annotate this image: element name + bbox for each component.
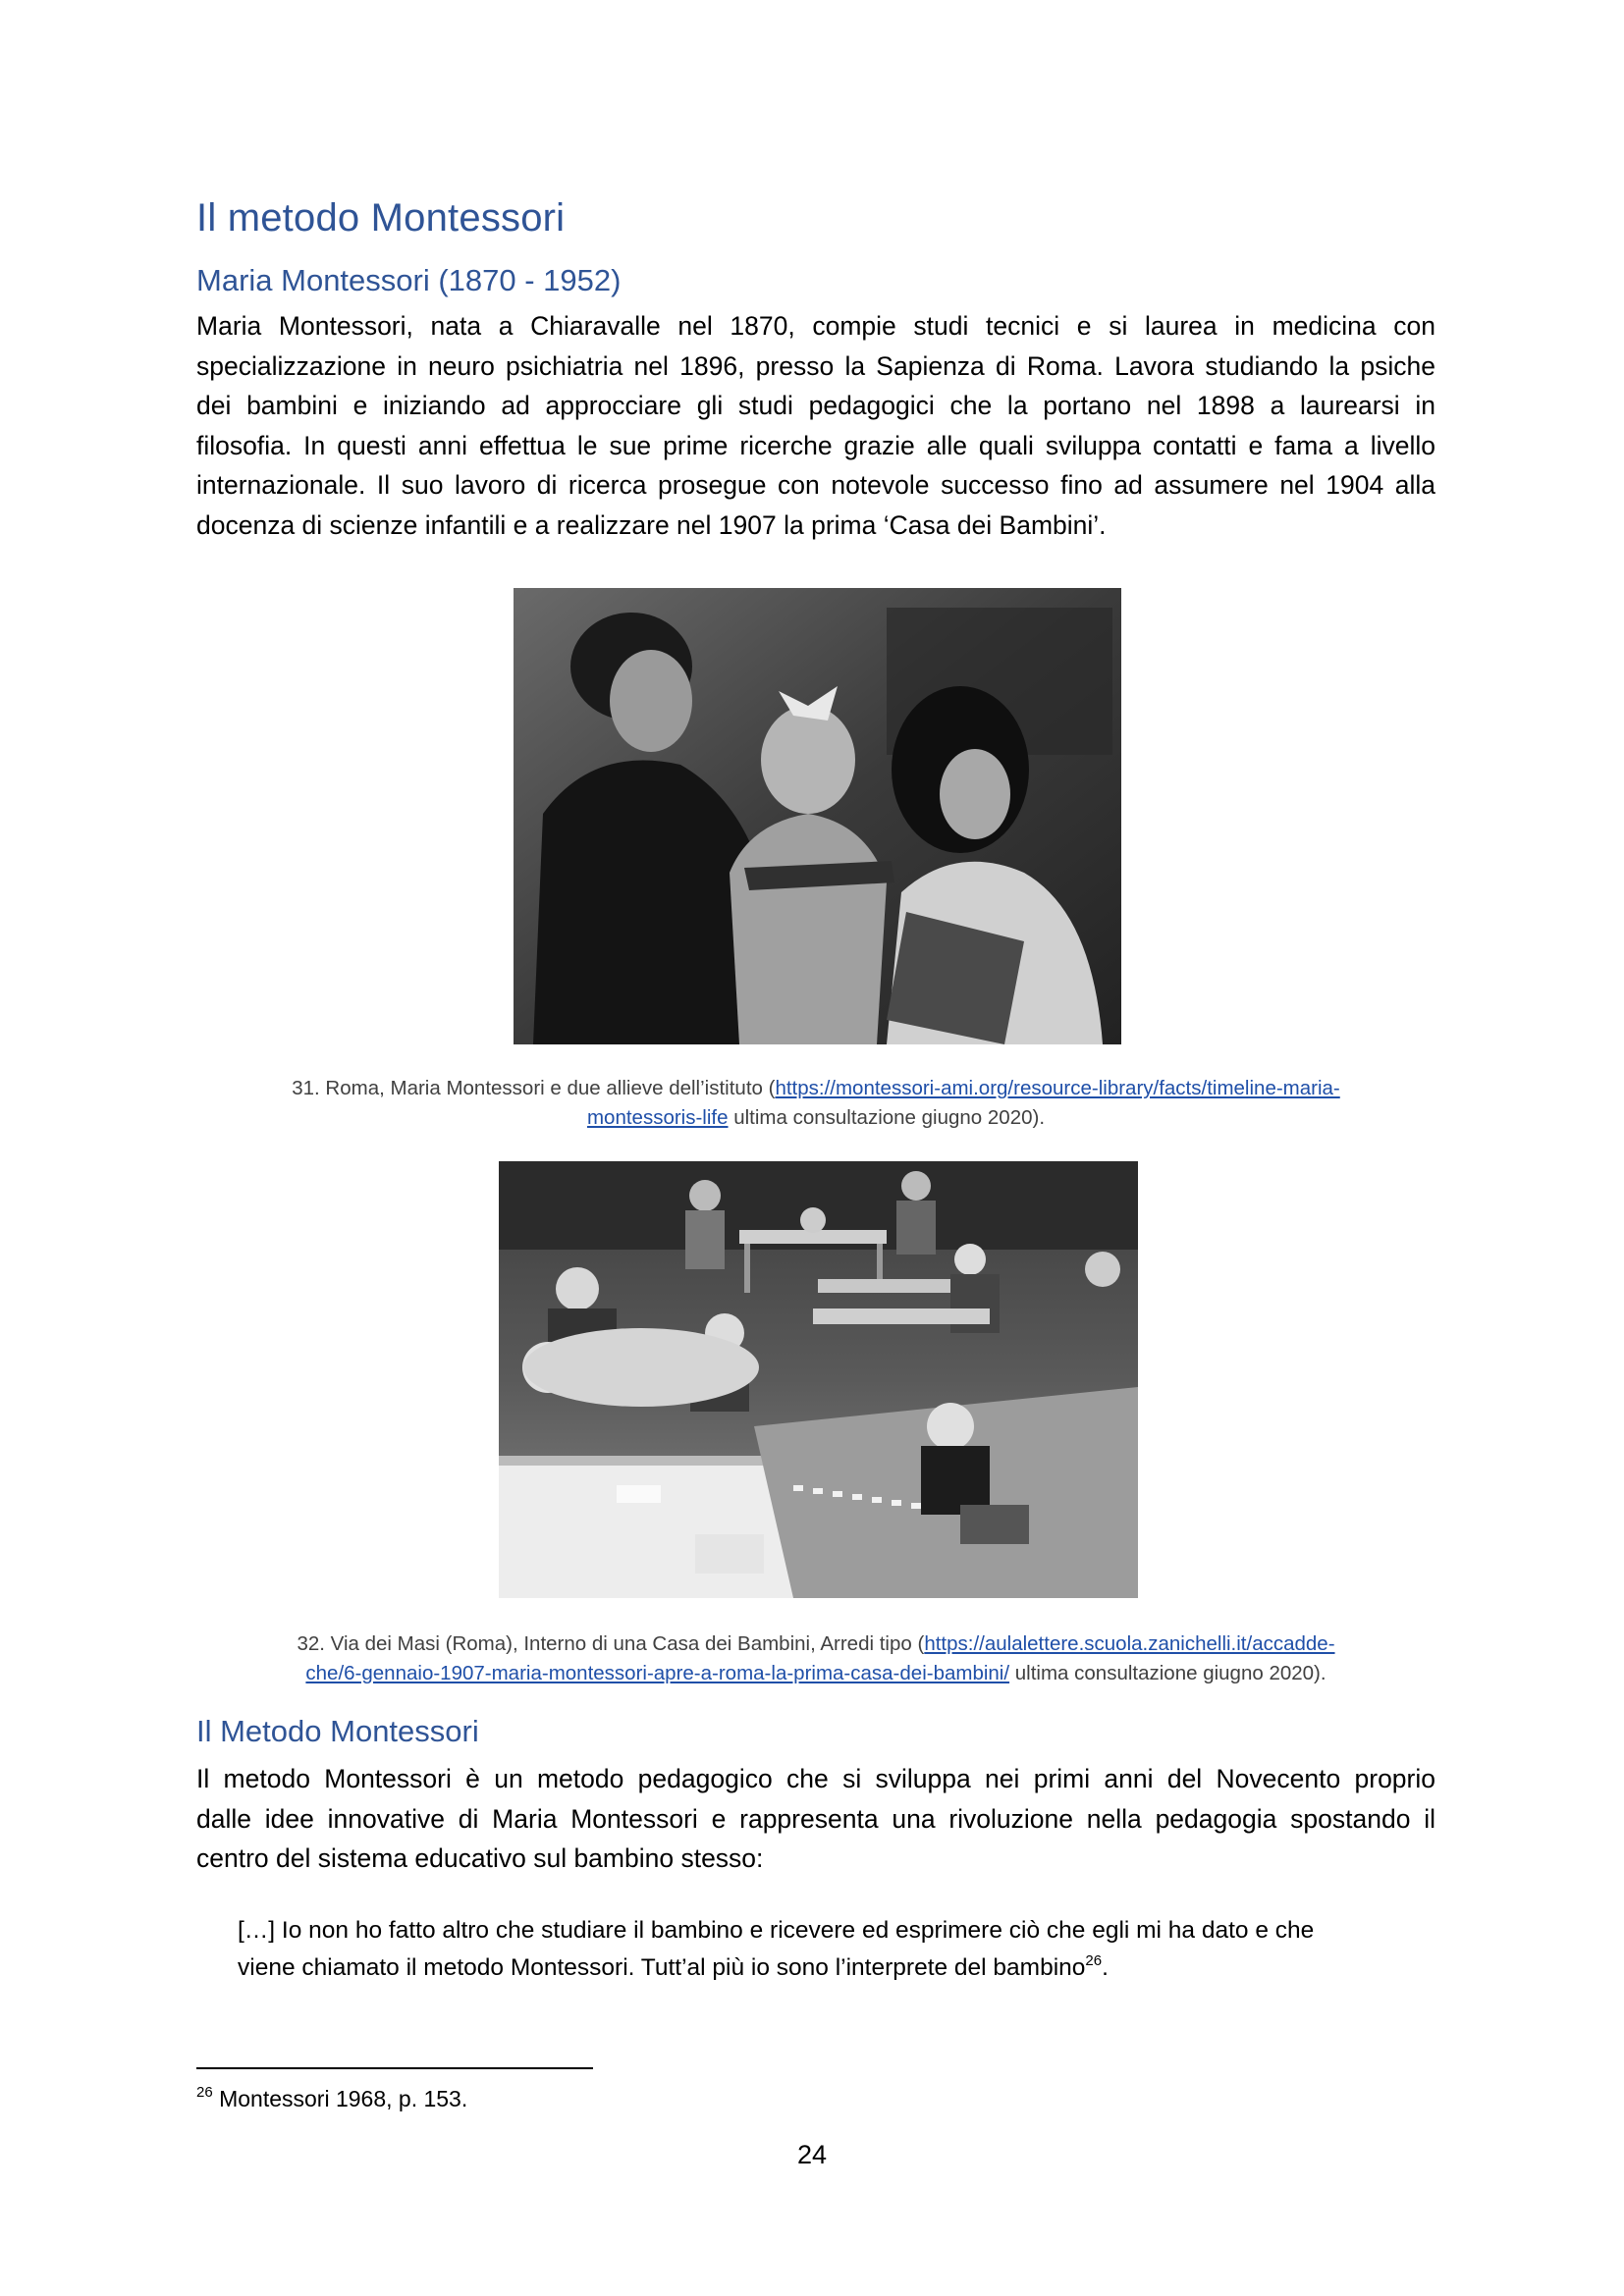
paragraph-line: docenza di scienze infantili e a realizzare nel 1907 la prima ‘Casa dei Bambini’. bbox=[196, 509, 1107, 540]
source-link[interactable]: https://aulalettere.scuola.zanichelli.it/accadde- bbox=[924, 1632, 1335, 1655]
quote-text: viene chiamato il metodo Montessori. Tutt’al più io sono l’interprete del bambino bbox=[238, 1954, 1086, 1981]
page-number: 24 bbox=[796, 2140, 828, 2169]
section-heading-biography: Maria Montessori (1870 - 1952) bbox=[196, 263, 622, 297]
figure-31-caption bbox=[196, 1074, 1435, 1133]
caption-line bbox=[196, 1629, 1435, 1659]
footnote-number: 26 bbox=[196, 2084, 213, 2101]
photo-casa-dei-bambini-classroom bbox=[499, 1161, 1138, 1598]
paragraph-line: filosofia. In questi anni effettua le sue prime ricerche grazie alle quali sviluppa contatti e fama a livello bbox=[196, 430, 1435, 460]
caption-text: ultima consultazione giugno 2020). bbox=[728, 1106, 1046, 1129]
page-title: Il metodo Montessori bbox=[196, 196, 566, 240]
method-paragraph bbox=[196, 1759, 1435, 1879]
caption-line bbox=[196, 1103, 1435, 1133]
paragraph-line: dalle idee innovative di Maria Montessori e rappresenta una rivoluzione nella pedagogia spostando il bbox=[196, 1803, 1435, 1834]
section-heading-method: Il Metodo Montessori bbox=[196, 1714, 479, 1748]
figure-32-caption bbox=[196, 1629, 1435, 1688]
quote-line bbox=[238, 1949, 1435, 1987]
photo-montessori-with-pupils bbox=[514, 588, 1121, 1044]
footnote-reference[interactable]: 26 bbox=[1085, 1952, 1103, 1969]
caption-text: 31. Roma, Maria Montessori e due allieve dell’istituto ( bbox=[292, 1077, 776, 1099]
paragraph-line: dei bambini e iniziando ad approcciare gli studi pedagogici che la portano nel 1898 a laurearsi in bbox=[196, 391, 1435, 420]
footnote-separator bbox=[196, 2067, 593, 2069]
footnote bbox=[196, 2086, 467, 2112]
source-link[interactable]: https://montessori-ami.org/resource-library/facts/timeline-maria- bbox=[775, 1077, 1340, 1099]
source-link[interactable]: che/6-gennaio-1907-maria-montessori-apre-a-roma-la-prima-casa-dei-bambini/ bbox=[305, 1662, 1010, 1684]
block-quote bbox=[238, 1912, 1435, 1987]
paragraph-line: Il metodo Montessori è un metodo pedagogico che si sviluppa nei primi anni del Novecento proprio bbox=[196, 1764, 1435, 1793]
caption-text: ultima consultazione giugno 2020). bbox=[1009, 1662, 1326, 1684]
paragraph-line: centro del sistema educativo sul bambino stesso: bbox=[196, 1843, 764, 1873]
paragraph-line: Maria Montessori, nata a Chiaravalle nel 1870, compie studi tecnici e si laurea in medicina con bbox=[196, 311, 1435, 341]
paragraph-line: specializzazione in neuro psichiatria nel 1896, presso la Sapienza di Roma. Lavora studiando la psiche bbox=[196, 350, 1435, 381]
caption-line bbox=[196, 1659, 1435, 1688]
caption-text: 32. Via dei Masi (Roma), Interno di una Casa dei Bambini, Arredi tipo ( bbox=[297, 1632, 925, 1655]
caption-line bbox=[196, 1074, 1435, 1103]
quote-text: . bbox=[1102, 1954, 1109, 1981]
quote-line: […] Io non ho fatto altro che studiare il bambino e ricevere ed esprimere ciò che egli mi ha dato e che bbox=[238, 1917, 1315, 1944]
footnote-text: Montessori 1968, p. 153. bbox=[212, 2086, 468, 2111]
paragraph-line: internazionale. Il suo lavoro di ricerca prosegue con notevole successo fino ad assumere nel 1904 alla bbox=[196, 470, 1435, 500]
biography-paragraph bbox=[196, 306, 1435, 545]
source-link[interactable]: montessoris-life bbox=[586, 1106, 729, 1129]
